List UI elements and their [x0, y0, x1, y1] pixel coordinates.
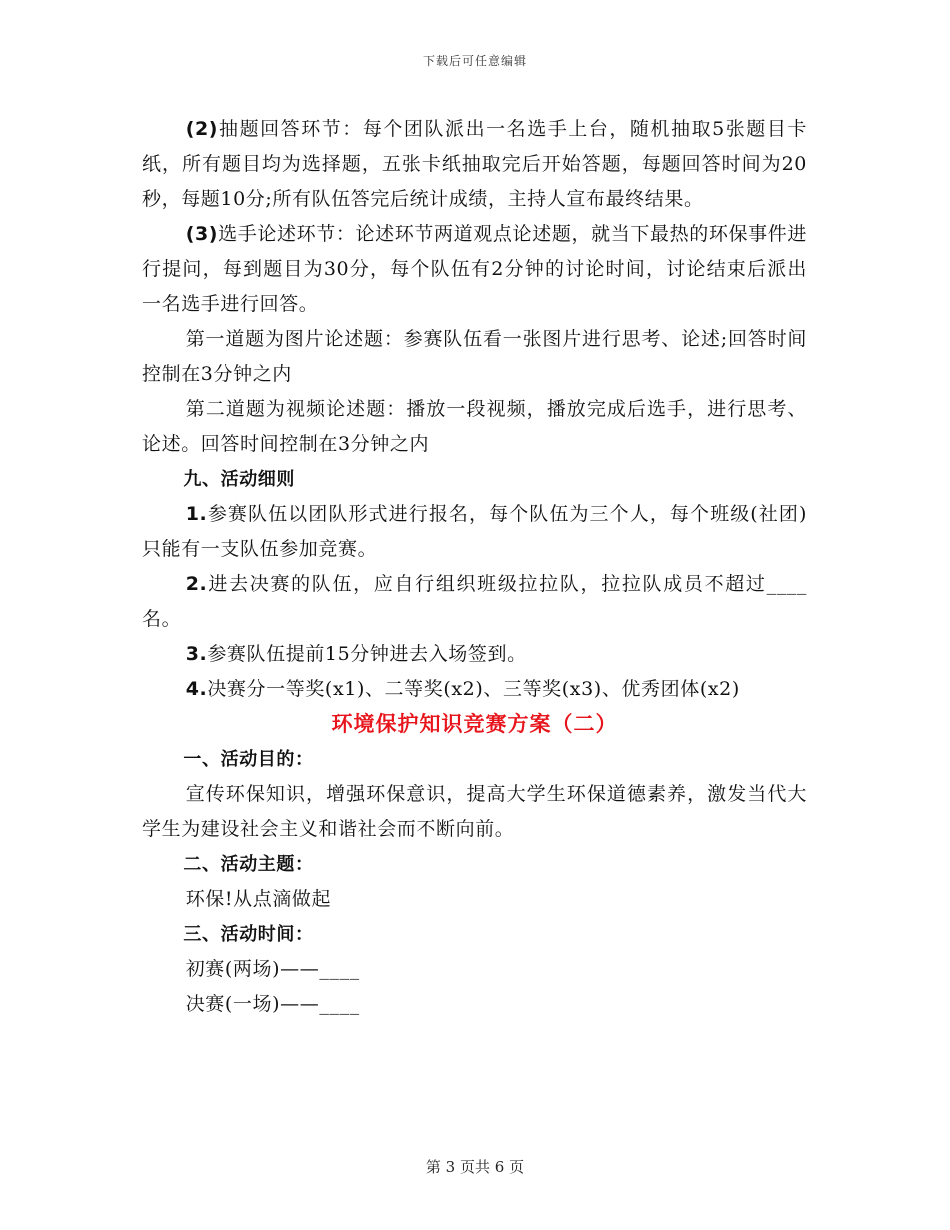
heading-theme: 二、活动主题： [183, 854, 314, 875]
item-number: 1. [185, 503, 208, 525]
section-title: 环境保护知识竞赛方案（二） [331, 712, 618, 736]
item-number: (2) [185, 118, 219, 140]
paragraph-discussion [142, 217, 807, 322]
rule-text: 决赛分一等奖(x1)、二等奖(x2)、三等奖(x3)、优秀团体(x2) [207, 678, 740, 700]
item-number: 2. [185, 573, 208, 595]
rule-text: 参赛队伍提前15分钟进去入场签到。 [207, 643, 527, 665]
document-body [142, 112, 807, 1022]
rule-text: 参赛队伍以团队形式进行报名，每个队伍为三个人，每个班级(社团)只能有一支队伍参加竞赛。 [142, 503, 807, 560]
paragraph-video-question: 第二道题为视频论述题：播放一段视频，播放完成后选手，进行思考、论述。回答时间控制在3分钟之内 [142, 398, 807, 455]
rule-item-4 [142, 672, 807, 707]
paragraph-theme: 环保!从点滴做起 [185, 888, 332, 910]
rule-item-2 [142, 567, 807, 637]
item-number: 4. [185, 678, 208, 700]
rule-item-1 [142, 497, 807, 567]
paragraph-text: 抽题回答环节：每个团队派出一名选手上台，随机抽取5张题目卡纸，所有题目均为选择题，五张卡纸抽取完后开始答题，每题回答时间为20秒，每题10分;所有队伍答完后统计成绩，主持人宣布最终结果。 [142, 118, 807, 210]
rule-item-3 [142, 637, 807, 672]
item-number: 3. [185, 643, 208, 665]
heading-purpose: 一、活动目的： [183, 749, 314, 770]
page-header: 下载后可任意编辑 [422, 54, 527, 68]
paragraph-draw-questions [142, 112, 807, 217]
paragraph-picture-question: 第一道题为图片论述题：参赛队伍看一张图片进行思考、论述;回答时间控制在3分钟之内 [142, 328, 807, 385]
time-final: 决赛(一场)——____ [185, 993, 360, 1015]
heading-time: 三、活动时间： [183, 924, 314, 945]
heading-rules: 九、活动细则 [183, 469, 295, 490]
paragraph-purpose: 宣传环保知识，增强环保意识，提高大学生环保道德素养，激发当代大学生为建设社会主义和谐社会而不断向前。 [142, 783, 807, 840]
paragraph-text: 选手论述环节：论述环节两道观点论述题，就当下最热的环保事件进行提问，每到题目为30分，每个队伍有2分钟的讨论时间，讨论结束后派出一名选手进行回答。 [142, 223, 807, 315]
time-preliminary: 初赛(两场)——____ [185, 958, 360, 980]
rule-text: 进去决赛的队伍，应自行组织班级拉拉队，拉拉队成员不超过____名。 [142, 573, 807, 630]
item-number: (3) [185, 223, 219, 245]
page-footer: 第 3 页共 6 页 [425, 1158, 525, 1176]
